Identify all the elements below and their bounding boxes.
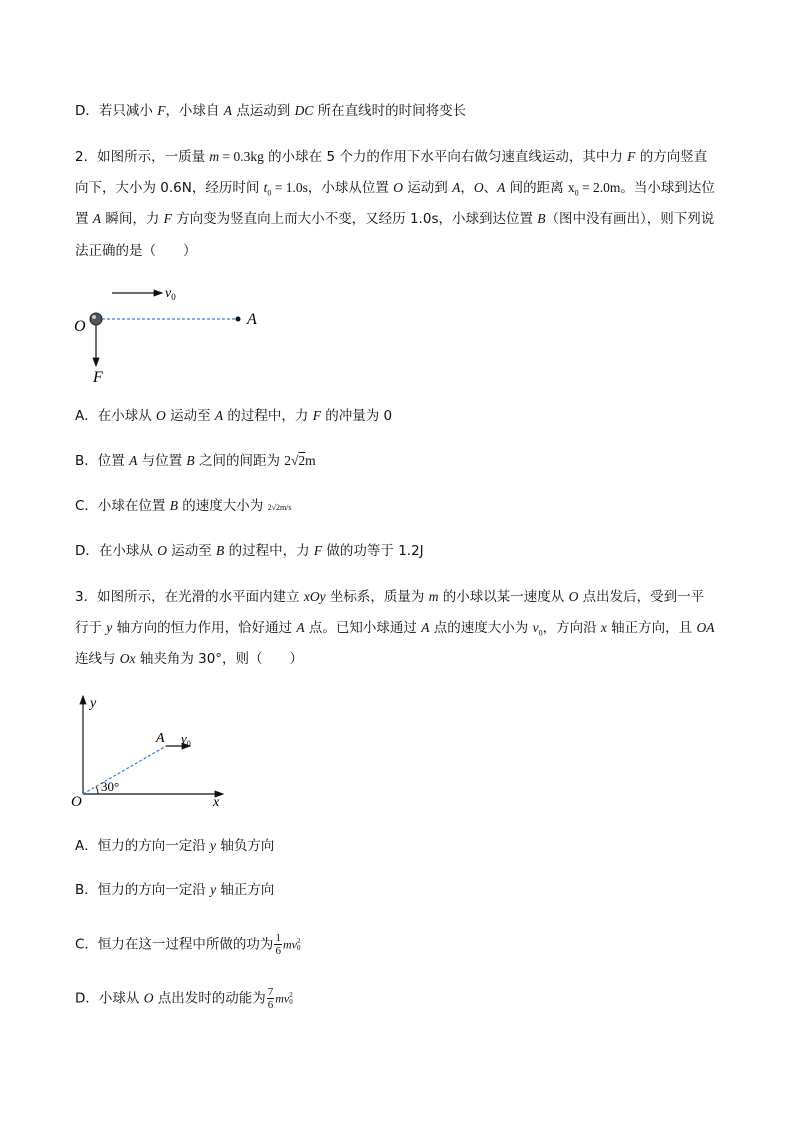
x-label: x bbox=[213, 795, 220, 810]
q2-option-c: C．小球在位置 B 的速度大小为 2√2m/s bbox=[75, 498, 292, 514]
q2-stem-line-2: 向下，大小为 0.6N，经历时间 $t_0 = 1.0s$，小球从位置 O 运动到 A，O、A 间的距离 $x_0 = 2.0m$。当小球到达位 bbox=[75, 180, 715, 198]
q2-option-a: A．在小球从 O 运动至 A 的过程中，力 F 的冲量为 0 bbox=[75, 408, 393, 424]
q3-option-c: C．恒力在这一过程中所做的功为 $\frac{1}{6}$ mv 2 0 bbox=[75, 932, 301, 957]
q3-stem-line-3: 连线与 Ox 轴夹角为 30°，则（ ） bbox=[75, 651, 304, 667]
q3-option-d: D．小球从 O 点出发时的动能为 $\frac{7}{6}$ mv 2 0 bbox=[75, 986, 293, 1011]
oa-dashed-line bbox=[83, 746, 166, 794]
point-a bbox=[236, 317, 241, 322]
angle-arc bbox=[96, 787, 98, 795]
v0-label: $v_0$ bbox=[181, 731, 191, 748]
q3-option-b: B．恒力的方向一定沿 y 轴正方向 bbox=[75, 882, 275, 898]
ball bbox=[90, 313, 102, 325]
v0-label: $v_0$ bbox=[165, 286, 176, 302]
q3-figure bbox=[68, 690, 238, 810]
q2-stem-line-4: 法正确的是（ ） bbox=[75, 243, 197, 259]
q3-option-a: A．恒力的方向一定沿 y 轴负方向 bbox=[75, 838, 275, 854]
angle-label: 30° bbox=[101, 779, 120, 794]
o-label: O bbox=[71, 794, 82, 810]
a-label: A bbox=[156, 731, 165, 746]
a-label: A bbox=[247, 311, 257, 328]
q2-figure bbox=[70, 280, 270, 390]
ball-highlight bbox=[92, 315, 96, 319]
q3-stem-line-2: 行于 y 轴方向的恒力作用，恰好通过 A 点。已知小球通过 A 点的速度大小为 $v_0$，方向沿 x 轴正方向，且 OA bbox=[75, 620, 715, 638]
q3-stem-line-1: 3．如图所示，在光滑的水平面内建立 xOy 坐标系，质量为 m 的小球以某一速度从 O 点出发后，受到一平 bbox=[75, 589, 705, 605]
fraction-7-6: $\frac{7}{6}$ bbox=[267, 986, 274, 1011]
q2-option-b: B．位置 A 与位置 B 之间的间距为 2√2m bbox=[75, 453, 316, 469]
o-label: O bbox=[74, 318, 86, 335]
fraction-1-6: $\frac{1}{6}$ bbox=[275, 932, 281, 957]
f-label: F bbox=[93, 369, 103, 386]
y-label: y bbox=[90, 696, 97, 711]
q1-option-d: D．若只减小 F，小球自 A 点运动到 DC 所在直线时的时间将变长 bbox=[75, 103, 467, 119]
q2-stem-line-1: 2．如图所示，一质量 m = 0.3kg 的小球在 5 个力的作用下水平向右做匀速直线运动，其中力 F 的方向竖直 bbox=[75, 149, 708, 165]
q2-option-d: D．在小球从 O 运动至 B 的过程中，力 F 做的功等于 1.2J bbox=[75, 543, 424, 559]
q2-stem-line-3: 置 A 瞬间，力 F 方向变为竖直向上而大小不变，又经历 1.0s，小球到达位置 B（图中没有画出），则下列说 bbox=[75, 211, 715, 227]
